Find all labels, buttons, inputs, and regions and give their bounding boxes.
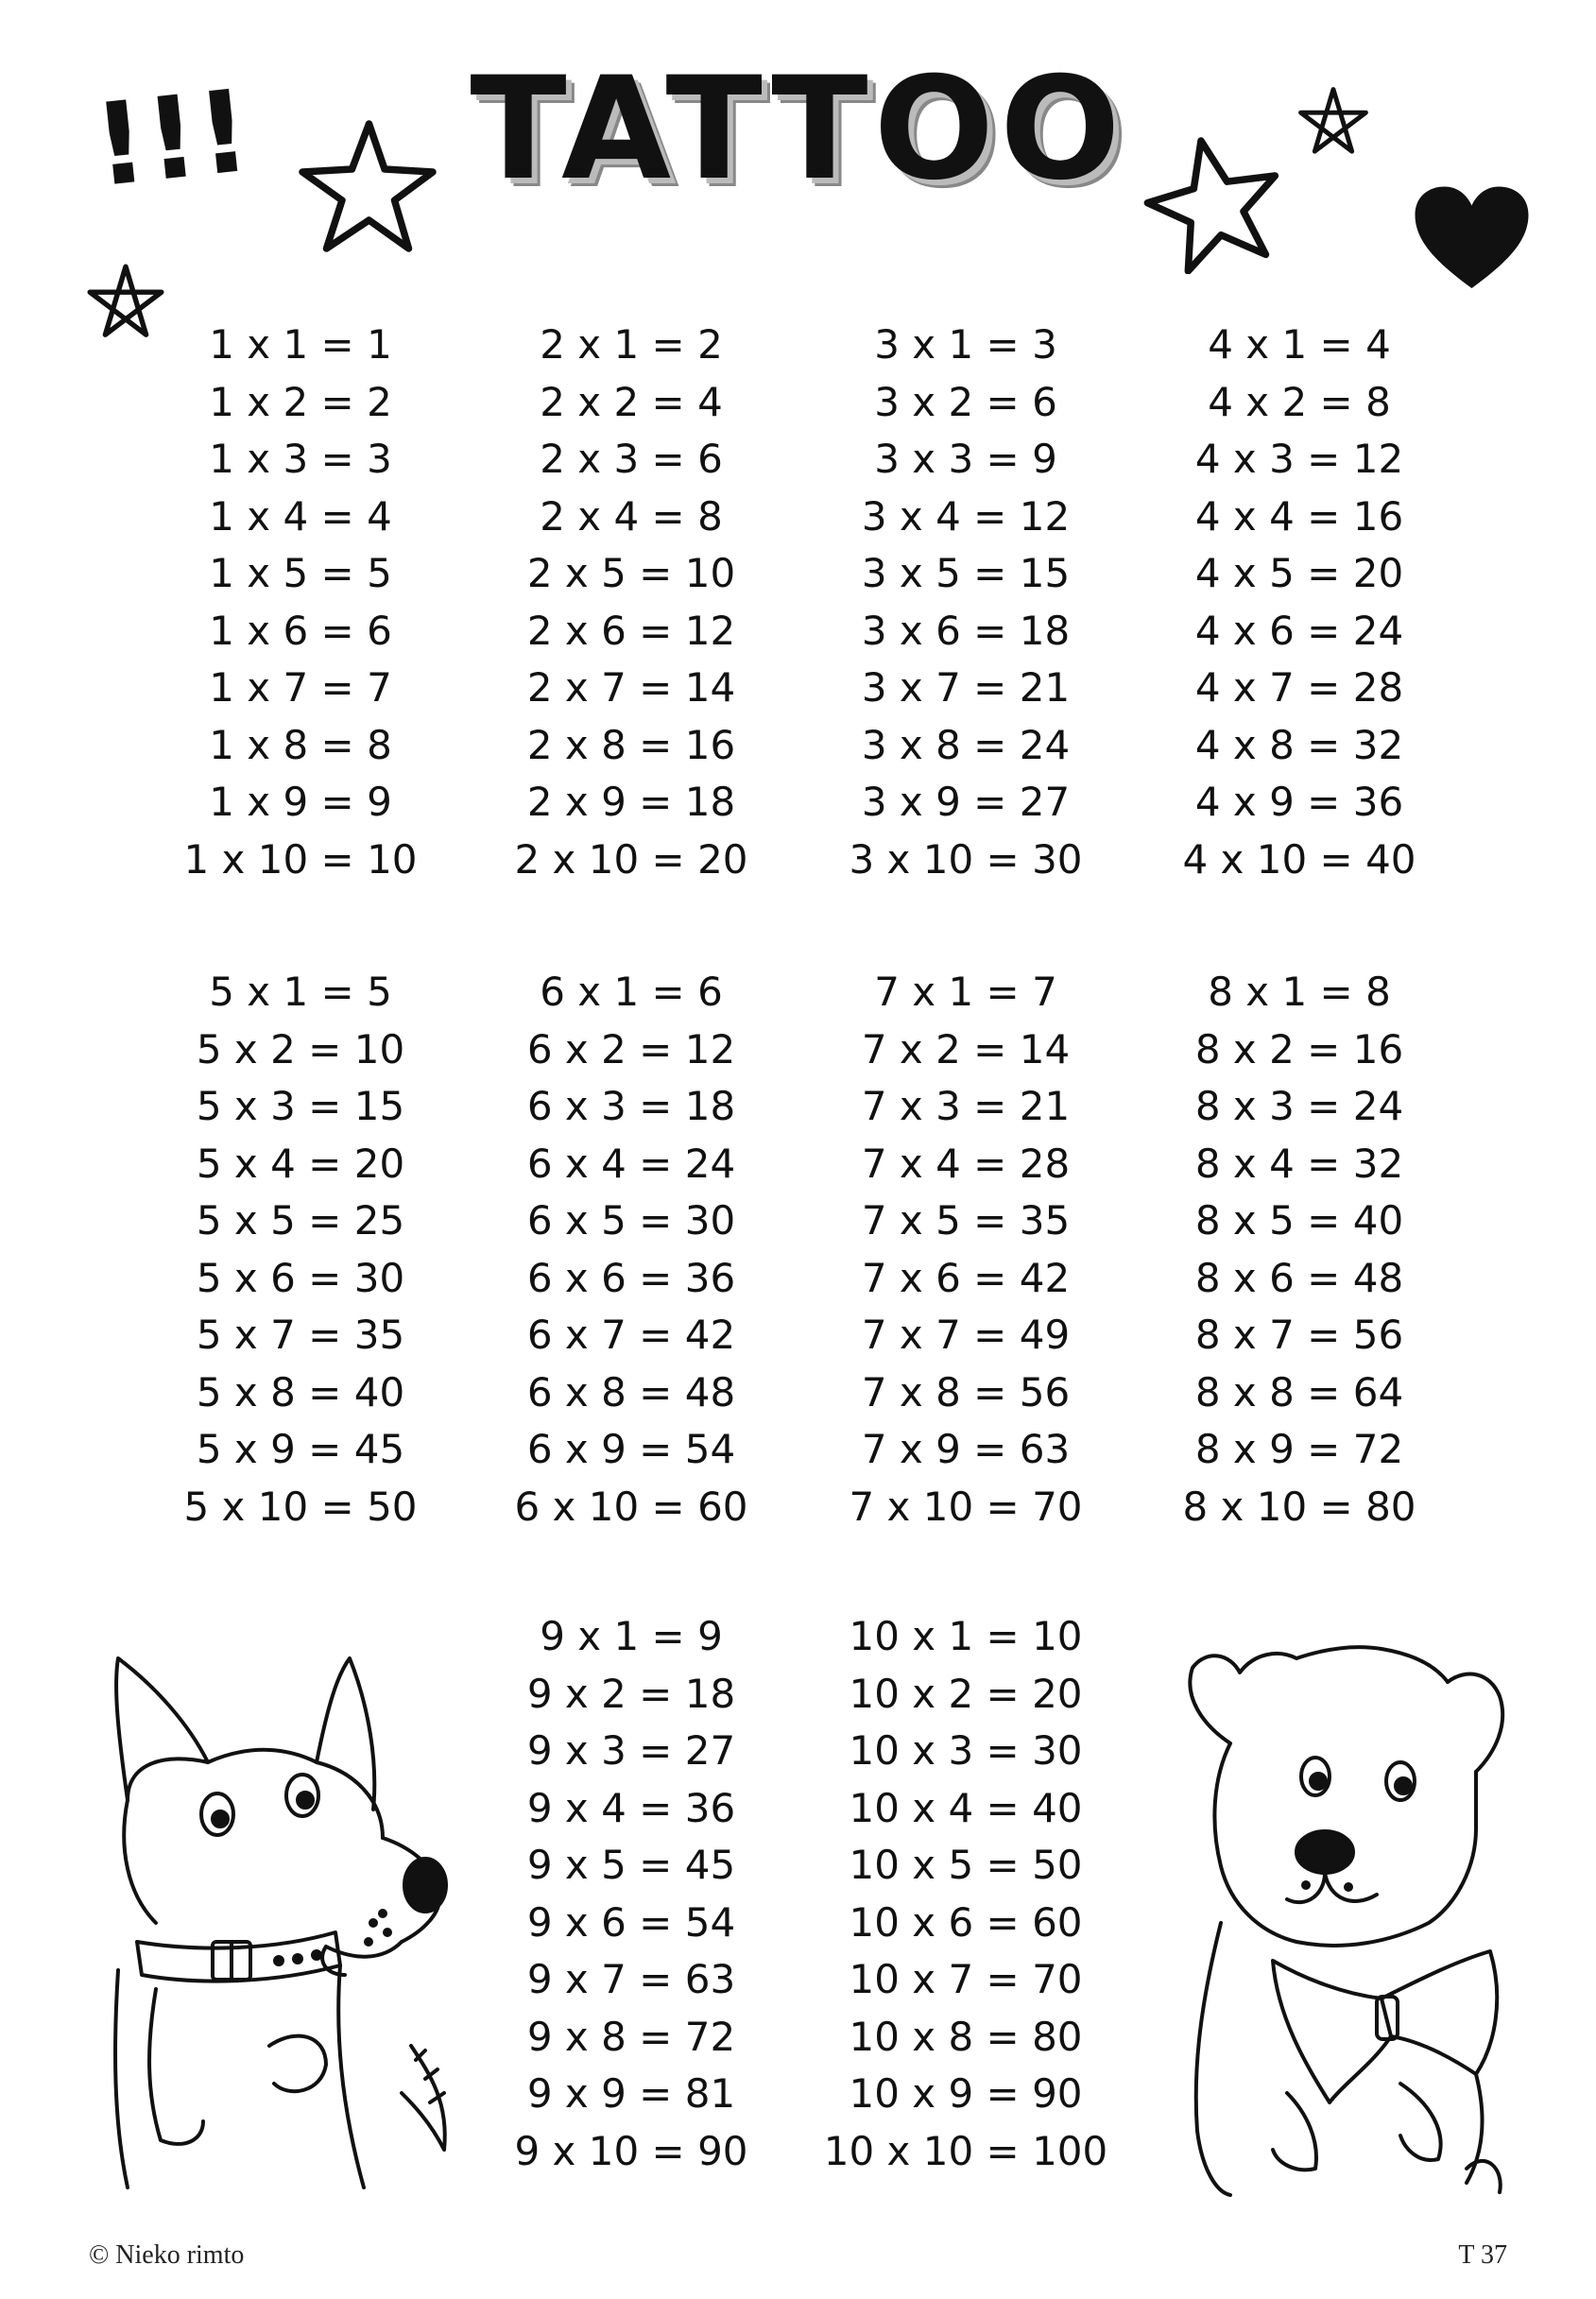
times-table-10 [815,1608,1117,2180]
table-row: 7 x 6 = 42 [861,1254,1071,1301]
table-row: 9 x 5 = 45 [526,1842,736,1888]
table-row: 2 x 6 = 12 [526,607,736,654]
times-table-9 [480,1608,782,2180]
table-row: 2 x 1 = 2 [540,321,723,368]
times-table-3 [815,317,1117,888]
table-row: 1 x 6 = 6 [209,607,392,654]
table-row: 10 x 8 = 80 [849,2013,1083,2060]
table-row: 8 x 8 = 64 [1194,1368,1404,1415]
table-row: 5 x 1 = 5 [209,969,392,1015]
table-row: 1 x 8 = 8 [209,721,392,768]
table-row: 4 x 10 = 40 [1182,835,1416,883]
times-table-1 [149,317,452,888]
table-row: 5 x 10 = 50 [183,1483,418,1530]
dog-with-bowtie-illustration [1164,1639,1523,2197]
page-number: T 37 [1458,2240,1507,2270]
dog-with-collar-illustration [99,1649,463,2192]
table-row: 10 x 10 = 100 [823,2127,1108,2174]
table-row: 3 x 10 = 30 [849,835,1083,883]
table-row: 8 x 9 = 72 [1194,1426,1404,1472]
table-row: 3 x 2 = 6 [874,378,1057,425]
times-table-5 [149,964,452,1536]
table-row: 4 x 9 = 36 [1194,779,1404,825]
table-row: 6 x 10 = 60 [514,1483,748,1530]
table-row: 1 x 10 = 10 [183,835,418,883]
table-row: 5 x 4 = 20 [196,1140,405,1187]
table-row: 3 x 4 = 12 [861,492,1071,540]
heart-icon [1413,184,1531,293]
table-row: 1 x 4 = 4 [209,492,392,540]
table-row: 2 x 2 = 4 [540,378,723,425]
table-row: 6 x 8 = 48 [526,1368,736,1415]
table-row: 8 x 2 = 16 [1194,1025,1404,1072]
table-row: 9 x 7 = 63 [526,1956,736,2002]
table-row: 8 x 4 = 32 [1194,1140,1404,1187]
table-row: 7 x 5 = 35 [861,1197,1071,1244]
table-row: 5 x 5 = 25 [196,1197,405,1244]
table-row: 8 x 5 = 40 [1194,1197,1404,1244]
table-row: 2 x 7 = 14 [526,664,736,711]
table-row: 5 x 3 = 15 [196,1083,405,1129]
table-row: 8 x 7 = 56 [1194,1312,1404,1358]
table-row: 4 x 2 = 8 [1208,378,1391,425]
table-row: 4 x 7 = 28 [1194,664,1404,711]
table-row: 6 x 5 = 30 [526,1197,736,1244]
table-row: 7 x 4 = 28 [861,1140,1071,1187]
star-outline-icon [1143,132,1285,274]
table-row: 10 x 6 = 60 [849,1898,1083,1946]
table-row: 9 x 10 = 90 [514,2127,748,2174]
table-row: 2 x 9 = 18 [526,779,736,825]
times-table-8 [1148,964,1450,1536]
table-row: 4 x 4 = 16 [1194,492,1404,540]
table-row: 3 x 8 = 24 [861,721,1071,768]
star-outline-icon [293,118,439,260]
table-row: 6 x 1 = 6 [540,969,723,1015]
table-row: 9 x 4 = 36 [526,1784,736,1831]
table-row: 3 x 5 = 15 [861,550,1071,596]
table-row: 1 x 1 = 1 [209,321,392,368]
copyright-text: © Nieko rimto [89,2240,245,2270]
table-row: 9 x 2 = 18 [526,1670,736,1717]
table-row: 4 x 6 = 24 [1194,607,1404,654]
table-row: 4 x 1 = 4 [1208,321,1391,368]
table-row: 6 x 9 = 54 [526,1426,736,1472]
table-row: 2 x 5 = 10 [526,550,736,596]
table-row: 1 x 7 = 7 [209,664,392,711]
table-row: 7 x 9 = 63 [861,1426,1071,1472]
table-row: 5 x 9 = 45 [196,1426,405,1472]
times-table-6 [480,964,782,1536]
pentagram-star-icon [1295,83,1372,161]
table-row: 1 x 5 = 5 [209,550,392,596]
table-row: 1 x 9 = 9 [209,779,392,825]
table-row: 7 x 8 = 56 [861,1368,1071,1415]
table-row: 4 x 5 = 20 [1194,550,1404,596]
table-row: 4 x 3 = 12 [1194,436,1404,482]
table-row: 3 x 3 = 9 [874,436,1057,482]
table-row: 6 x 6 = 36 [526,1254,736,1301]
exclamation-marks: !!! [88,65,256,214]
table-row: 5 x 8 = 40 [196,1368,405,1415]
table-row: 8 x 3 = 24 [1194,1083,1404,1129]
table-row: 7 x 2 = 14 [861,1025,1071,1072]
table-row: 10 x 3 = 30 [849,1727,1083,1774]
table-row: 6 x 3 = 18 [526,1083,736,1129]
table-row: 9 x 9 = 81 [526,2070,736,2117]
table-row: 1 x 2 = 2 [209,378,392,425]
table-row: 2 x 4 = 8 [540,492,723,540]
table-row: 10 x 4 = 40 [849,1784,1083,1831]
page-title: TATTOO [470,47,1126,212]
table-row: 3 x 7 = 21 [861,664,1071,711]
table-row: 7 x 1 = 7 [874,969,1057,1015]
table-row: 6 x 2 = 12 [526,1025,736,1072]
table-row: 9 x 1 = 9 [540,1613,723,1659]
table-row: 6 x 4 = 24 [526,1140,736,1187]
table-row: 5 x 2 = 10 [196,1025,405,1072]
table-row: 2 x 8 = 16 [526,721,736,768]
times-table-7 [815,964,1117,1536]
table-row: 3 x 6 = 18 [861,607,1071,654]
table-row: 3 x 1 = 3 [874,321,1057,368]
table-row: 7 x 10 = 70 [849,1483,1083,1530]
table-row: 2 x 3 = 6 [540,436,723,482]
table-row: 10 x 2 = 20 [849,1670,1083,1717]
table-row: 8 x 1 = 8 [1208,969,1391,1015]
table-row: 1 x 3 = 3 [209,436,392,482]
table-row: 8 x 10 = 80 [1182,1483,1416,1530]
table-row: 7 x 3 = 21 [861,1083,1071,1129]
table-row: 10 x 7 = 70 [849,1956,1083,2002]
table-row: 9 x 3 = 27 [526,1727,736,1774]
table-row: 10 x 1 = 10 [849,1613,1083,1659]
table-row: 4 x 8 = 32 [1194,721,1404,768]
table-row: 8 x 6 = 48 [1194,1254,1404,1301]
table-row: 5 x 7 = 35 [196,1312,405,1358]
table-row: 5 x 6 = 30 [196,1254,405,1301]
times-table-2 [480,317,782,888]
times-table-4 [1148,317,1450,888]
table-row: 6 x 7 = 42 [526,1312,736,1358]
table-row: 7 x 7 = 49 [861,1312,1071,1358]
table-row: 3 x 9 = 27 [861,779,1071,825]
table-row: 10 x 9 = 90 [849,2070,1083,2117]
table-row: 9 x 8 = 72 [526,2013,736,2060]
table-row: 10 x 5 = 50 [849,1842,1083,1888]
table-row: 9 x 6 = 54 [526,1898,736,1946]
table-row: 2 x 10 = 20 [514,835,748,883]
